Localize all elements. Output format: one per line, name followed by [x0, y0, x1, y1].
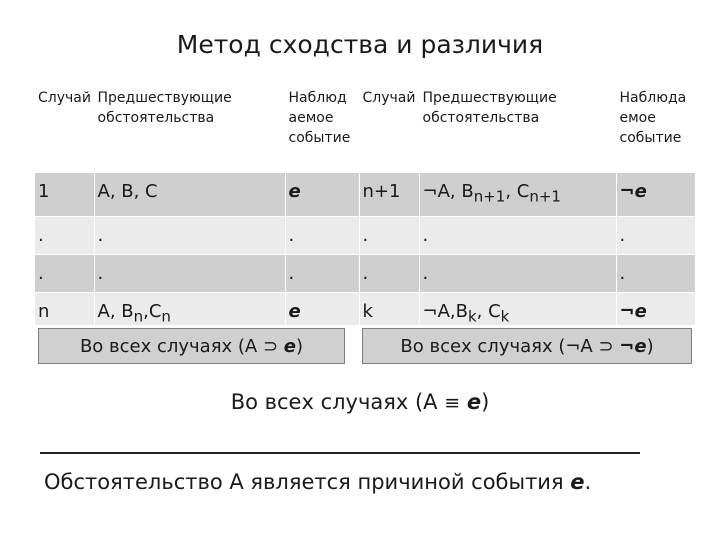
cell-observed-2: . — [616, 216, 695, 254]
header-circumstances-2: Предшествующие обстоятельства — [419, 86, 616, 173]
result-suffix: . — [584, 470, 592, 494]
cell-case-2: k — [359, 292, 419, 335]
slide-title: Метод сходства и различия — [176, 30, 544, 59]
formula-sub: n — [161, 307, 171, 326]
conclusion-suffix: ) — [481, 390, 490, 414]
formula-mid: ,C — [143, 300, 162, 322]
formula-main: ¬A, B — [422, 181, 474, 202]
header-observed: Наблюд аемое событие — [285, 86, 359, 173]
cell-case: . — [35, 216, 94, 254]
formula-main: A, B — [97, 300, 134, 322]
cell-circumstances: . — [94, 216, 285, 254]
result-prefix: Обстоятельство А является причиной события — [44, 470, 571, 494]
formula-sub: k — [467, 307, 477, 326]
cell-case-2: . — [359, 254, 419, 292]
summary-right-e: ¬e — [619, 336, 647, 357]
conclusion-prefix: Во всех случаях (A — [230, 390, 445, 414]
summary-left-prefix: Во всех случаях (A ⊃ — [79, 336, 284, 357]
header-case-2: Случай — [359, 86, 419, 173]
table-header-row — [35, 86, 695, 173]
header-observed-2: Наблюда емое событие — [616, 86, 695, 173]
header-case: Случай — [35, 86, 94, 173]
cell-case: 1 — [35, 173, 94, 217]
cell-observed: . — [285, 216, 359, 254]
header-circumstances: Предшествующие обстоятельства — [94, 86, 285, 173]
cell-circumstances-2: . — [419, 216, 616, 254]
cell-observed: . — [285, 254, 359, 292]
cell-observed-2: ¬e — [616, 292, 695, 335]
cell-case: . — [35, 254, 94, 292]
formula-sub: k — [500, 307, 510, 326]
conclusion-e: e — [466, 390, 482, 414]
equivalence-symbol: ≡ — [444, 392, 461, 414]
conclusion — [0, 390, 720, 414]
summary-left-e: e — [283, 336, 296, 357]
formula-main: ¬A,B — [422, 300, 468, 322]
method-table — [35, 86, 695, 335]
formula-mid: , C — [505, 181, 530, 202]
result-statement — [44, 470, 591, 494]
formula-sub: n — [133, 307, 144, 326]
cell-circumstances: A, B, C — [94, 173, 285, 217]
formula-mid: , C — [476, 300, 501, 322]
cell-observed-2: . — [616, 254, 695, 292]
summary-right-prefix: Во всех случаях (¬A ⊃ — [400, 336, 620, 357]
divider-line — [40, 452, 640, 454]
result-e: e — [570, 470, 585, 494]
table-row — [35, 216, 695, 254]
formula-sub: n+1 — [473, 187, 506, 206]
cell-observed: e — [285, 173, 359, 217]
cell-circumstances-2 — [419, 173, 616, 217]
summary-right — [362, 328, 692, 364]
cell-circumstances-2: . — [419, 254, 616, 292]
summary-left-suffix: ) — [296, 336, 304, 357]
cell-circumstances: . — [94, 254, 285, 292]
cell-case-2: . — [359, 216, 419, 254]
formula-sub: n+1 — [529, 187, 561, 206]
cell-observed-2: ¬e — [616, 173, 695, 217]
cell-observed: e — [285, 292, 359, 335]
cell-case: n — [35, 292, 94, 335]
table-row — [35, 254, 695, 292]
summary-right-suffix: ) — [646, 336, 654, 357]
summary-left — [38, 328, 345, 364]
cell-case-2: n+1 — [359, 173, 419, 217]
table-row — [35, 173, 695, 217]
